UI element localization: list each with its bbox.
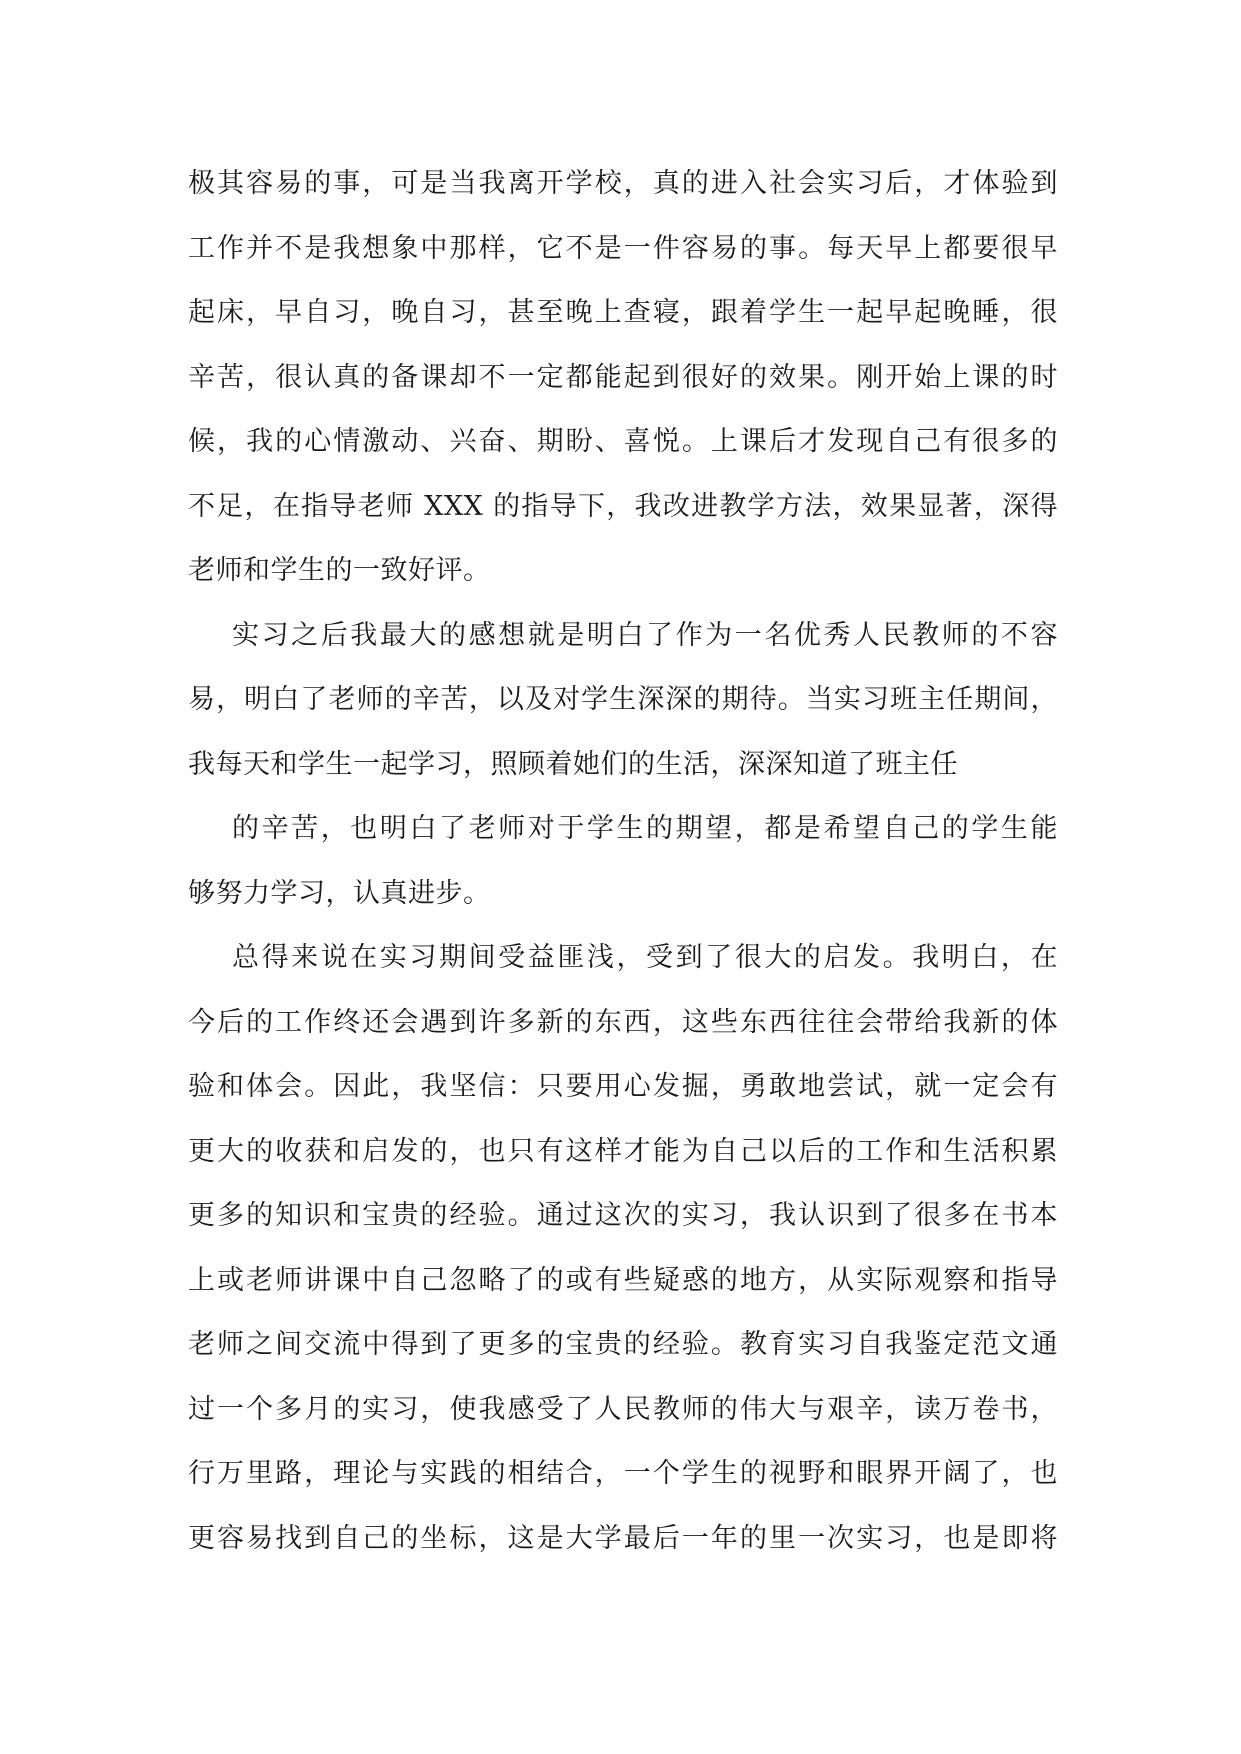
text-line-11: 的辛苦，也明白了老师对于学生的期望，都是希望自己的学生能 bbox=[232, 813, 1058, 844]
text-line-21: 行万里路，理论与实践的相结合，一个学生的视野和眼界开阔了，也 bbox=[188, 1458, 1058, 1489]
text-line-17: 更多的知识和宝贵的经验。通过这次的实习，我认识到了很多在书本 bbox=[188, 1200, 1058, 1231]
text-line-12: 够努力学习，认真进步。 bbox=[188, 877, 491, 909]
text-line-1: 极其容易的事，可是当我离开学校，真的进入社会实习后，才体验到 bbox=[188, 168, 1058, 199]
text-line-15: 验和体会。因此，我坚信：只要用心发掘，勇敢地尝试，就一定会有 bbox=[188, 1071, 1058, 1102]
text-line-14: 今后的工作终还会遇到许多新的东西，这些东西往往会带给我新的体 bbox=[188, 1006, 1058, 1038]
text-line-13: 总得来说在实习期间受益匪浅，受到了很大的启发。我明白，在 bbox=[232, 942, 1058, 973]
text-line-9: 易，明白了老师的辛苦，以及对学生深深的期待。当实习班主任期间， bbox=[188, 684, 1058, 715]
text-line-6: 不足，在指导老师 XXX 的指导下，我改进教学方法，效果显著，深得 bbox=[188, 490, 1058, 522]
text-line-3: 起床，早自习，晚自习，甚至晚上查寝，跟着学生一起早起晚睡，很 bbox=[188, 297, 1058, 328]
text-line-16: 更大的收获和启发的，也只有这样才能为自己以后的工作和生活积累 bbox=[188, 1135, 1058, 1167]
text-line-10: 我每天和学生一起学习，照顾着她们的生活，深深知道了班主任 bbox=[188, 748, 958, 780]
text-line-18: 上或老师讲课中自己忽略了的或有些疑惑的地方，从实际观察和指导 bbox=[188, 1264, 1058, 1296]
text-line-2: 工作并不是我想象中那样，它不是一件容易的事。每天早上都要很早 bbox=[188, 232, 1058, 264]
text-line-7: 老师和学生的一致好评。 bbox=[188, 555, 491, 586]
text-line-22: 更容易找到自己的坐标，这是大学最后一年的里一次实习，也是即将 bbox=[188, 1522, 1058, 1554]
text-line-20: 过一个多月的实习，使我感受了人民教师的伟大与艰辛，读万卷书， bbox=[188, 1393, 1058, 1425]
text-line-5: 候，我的心情激动、兴奋、期盼、喜悦。上课后才发现自己有很多的 bbox=[188, 426, 1058, 457]
body-text bbox=[188, 152, 1058, 1571]
text-line-4: 辛苦，很认真的备课却不一定都能起到很好的效果。刚开始上课的时 bbox=[188, 361, 1058, 393]
text-line-8: 实习之后我最大的感想就是明白了作为一名优秀人民教师的不容 bbox=[232, 619, 1058, 651]
text-line-19: 老师之间交流中得到了更多的宝贵的经验。教育实习自我鉴定范文通 bbox=[188, 1329, 1058, 1360]
